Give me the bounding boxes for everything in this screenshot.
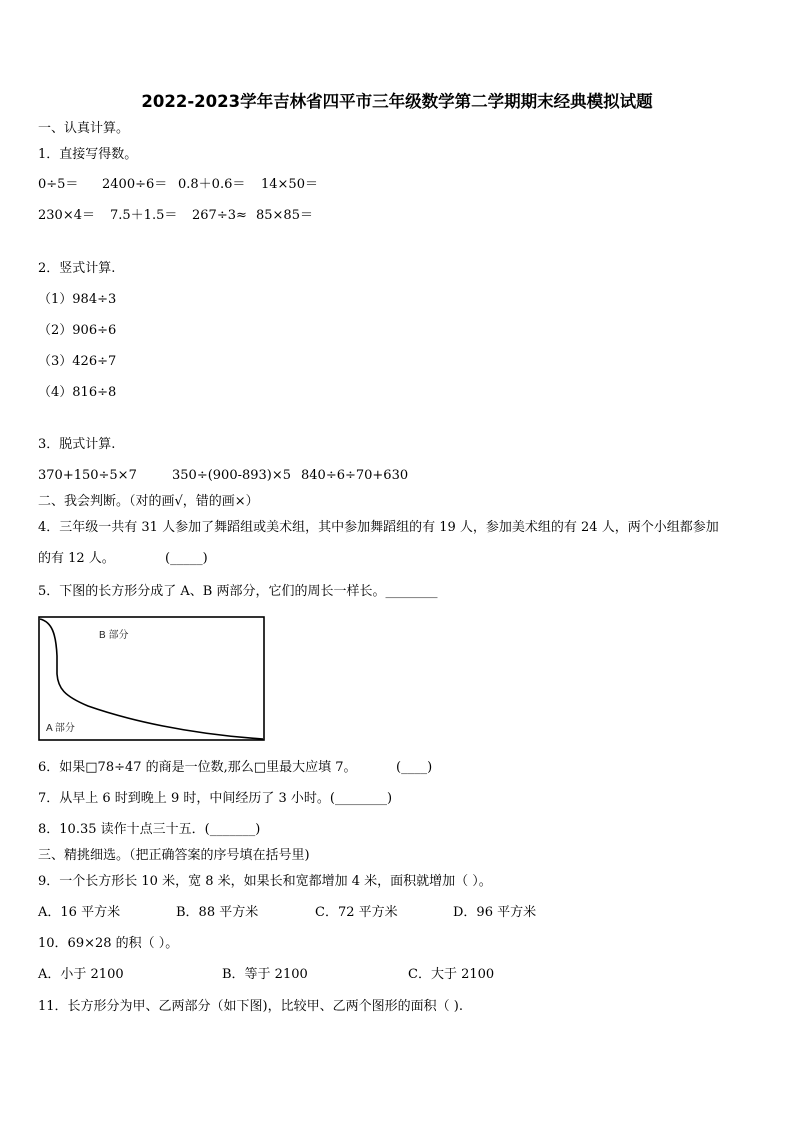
q6-answer-blank[interactable]: (____) bbox=[396, 760, 433, 775]
section1-heading: 一、认真计算。 bbox=[38, 121, 130, 136]
figure-label-b: B 部分 bbox=[99, 630, 129, 641]
figure-label-a: A 部分 bbox=[46, 723, 75, 734]
q9-text: 9．一个长方形长 10 米，宽 8 米，如果长和宽都增加 4 米，面积就增加（ ）。 bbox=[38, 874, 492, 889]
q1-row2-item3: 267÷3≈ bbox=[192, 208, 247, 223]
q4-answer-blank[interactable]: (_____) bbox=[165, 551, 208, 566]
q1-row2-item1: 230×4＝ bbox=[38, 208, 95, 223]
q1-row1-item4: 14×50＝ bbox=[261, 177, 318, 192]
q2-item-3: （3）426÷7 bbox=[38, 354, 117, 369]
q2-item-2: （2）906÷6 bbox=[38, 323, 117, 338]
q1-label: 1．直接写得数。 bbox=[38, 147, 138, 162]
q2-item-4: （4）816÷8 bbox=[38, 385, 117, 400]
q1-row2-item2: 7.5＋1.5＝ bbox=[110, 208, 178, 223]
q4-line2: 的有 12 人。 bbox=[38, 551, 115, 566]
q3-item-3: 840÷6÷70+630 bbox=[301, 468, 409, 483]
q9-option-b[interactable]: B．88 平方米 bbox=[176, 905, 259, 920]
q9-option-d[interactable]: D．96 平方米 bbox=[453, 905, 537, 920]
q8-text: 8．10.35 读作十点三十五．(_______) bbox=[38, 822, 261, 837]
page-title: 2022-2023学年吉林省四平市三年级数学第二学期期末经典模拟试题 bbox=[141, 92, 653, 111]
q10-text: 10．69×28 的积（ ）。 bbox=[38, 936, 179, 951]
q4-line1: 4．三年级一共有 31 人参加了舞蹈组或美术组，其中参加舞蹈组的有 19 人，参加美术组的有 24 人，两个小组都参加 bbox=[38, 520, 719, 535]
q7-text: 7．从早上 6 时到晚上 9 时，中间经历了 3 小时。(________) bbox=[38, 791, 393, 806]
q1-row1-item2: 2400÷6＝ bbox=[102, 177, 168, 192]
rectangle-figure bbox=[38, 616, 266, 744]
q3-item-1: 370+150÷5×7 bbox=[38, 468, 137, 483]
q2-item-1: （1）984÷3 bbox=[38, 292, 117, 307]
q10-option-c[interactable]: C．大于 2100 bbox=[408, 967, 495, 982]
section3-heading: 三、精挑细选。（把正确答案的序号填在括号里) bbox=[38, 848, 310, 863]
q1-row2-item4: 85×85＝ bbox=[256, 208, 313, 223]
q10-option-b[interactable]: B．等于 2100 bbox=[222, 967, 308, 982]
q5-text: 5．下图的长方形分成了 A、B 两部分，它们的周长一样长。________ bbox=[38, 584, 438, 599]
section2-heading: 二、我会判断。（对的画√，错的画×） bbox=[38, 494, 259, 509]
q3-item-2: 350÷(900-893)×5 bbox=[172, 468, 292, 483]
q1-row1-item3: 0.8＋0.6＝ bbox=[178, 177, 246, 192]
q1-row1-item1: 0÷5＝ bbox=[38, 177, 79, 192]
q10-option-a[interactable]: A．小于 2100 bbox=[38, 967, 124, 982]
q3-label: 3．脱式计算. bbox=[38, 437, 116, 452]
q9-option-c[interactable]: C．72 平方米 bbox=[315, 905, 398, 920]
q9-option-a[interactable]: A．16 平方米 bbox=[38, 905, 121, 920]
q11-text: 11．长方形分为甲、乙两部分（如下图)，比较甲、乙两个图形的面积（ ). bbox=[38, 999, 463, 1014]
q6-text: 6．如果□78÷47 的商是一位数,那么□里最大应填 7。 bbox=[38, 760, 357, 775]
q2-label: 2．竖式计算. bbox=[38, 261, 116, 276]
